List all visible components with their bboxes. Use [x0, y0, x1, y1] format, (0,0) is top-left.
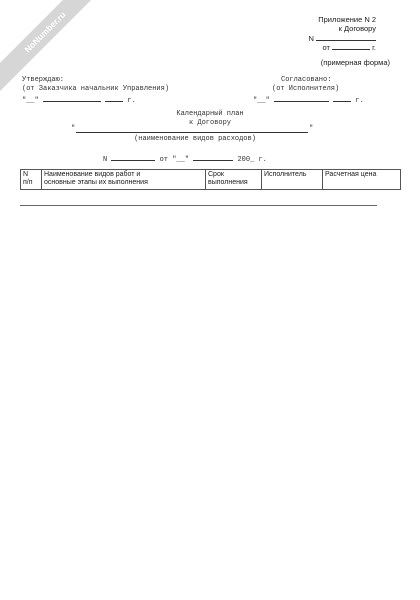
appendix-form-note: (примерная форма) — [320, 58, 390, 67]
agreed-month-blank — [274, 94, 329, 102]
appendix-number-label: N — [308, 34, 314, 43]
header-line: Срок — [208, 171, 224, 178]
approved-year-suffix: г. — [127, 97, 136, 105]
header-line: N — [23, 171, 29, 178]
agreed-date — [253, 94, 364, 106]
header-line: Наименование видов работ и — [44, 171, 141, 178]
plan-name-open-quote: " — [71, 125, 76, 133]
plan-table-header-row — [21, 170, 401, 190]
agreed-year-blank — [333, 94, 351, 102]
plan-table — [20, 169, 401, 190]
approved-day-blank: "__" — [22, 97, 39, 105]
approved-label: Утверждаю: — [22, 76, 65, 84]
agreed-year-suffix: г. — [355, 97, 364, 105]
footnote-rule — [20, 205, 377, 206]
header-line: п/п — [23, 179, 33, 186]
plan-number-date — [103, 153, 267, 165]
header-cell-deadline — [206, 170, 262, 190]
appendix-from-label: от — [322, 43, 330, 52]
plan-name-blank — [76, 132, 308, 133]
plan-year-suffix: г. — [258, 156, 267, 164]
appendix-date-blank — [332, 42, 370, 50]
plan-subtitle: к Договору — [188, 119, 231, 127]
plan-year: 200_ — [237, 156, 255, 164]
plan-title: Календарный план — [176, 110, 244, 118]
watermark-text: NoNumber.ru — [22, 9, 68, 55]
agreed-label: Согласовано: — [281, 76, 332, 84]
plan-month-blank — [193, 153, 233, 161]
appendix-date — [322, 42, 376, 53]
agreed-day-blank: "__" — [253, 97, 270, 105]
approved-month-blank — [43, 94, 101, 102]
plan-name-caption: (наименование видов расходов) — [134, 135, 256, 143]
plan-number-blank — [111, 153, 155, 161]
header-cell-number — [21, 170, 42, 190]
plan-number-label: N — [103, 156, 108, 164]
approved-sub: (от Заказчика начальник Управления) — [22, 85, 170, 93]
plan-name-close-quote: " — [309, 125, 314, 133]
header-line: основные этапы их выполнения — [44, 179, 148, 186]
approved-year-blank — [105, 94, 123, 102]
agreed-sub: (от Исполнителя) — [272, 85, 340, 93]
header-cell-price — [323, 170, 401, 190]
header-line: Расчетная цена — [325, 171, 377, 178]
approved-date — [22, 94, 136, 106]
appendix-title: Приложение N 2 — [318, 15, 376, 24]
header-line: Исполнитель — [264, 171, 307, 178]
appendix-number-blank — [316, 33, 376, 41]
header-cell-work-name — [42, 170, 206, 190]
appendix-year-suffix: г. — [372, 43, 376, 52]
header-line: выполнения — [208, 179, 248, 186]
plan-from-label: от — [159, 156, 169, 164]
header-cell-executor — [262, 170, 323, 190]
plan-day-blank: "__" — [172, 156, 190, 164]
appendix-contract: к Договору — [338, 24, 376, 33]
